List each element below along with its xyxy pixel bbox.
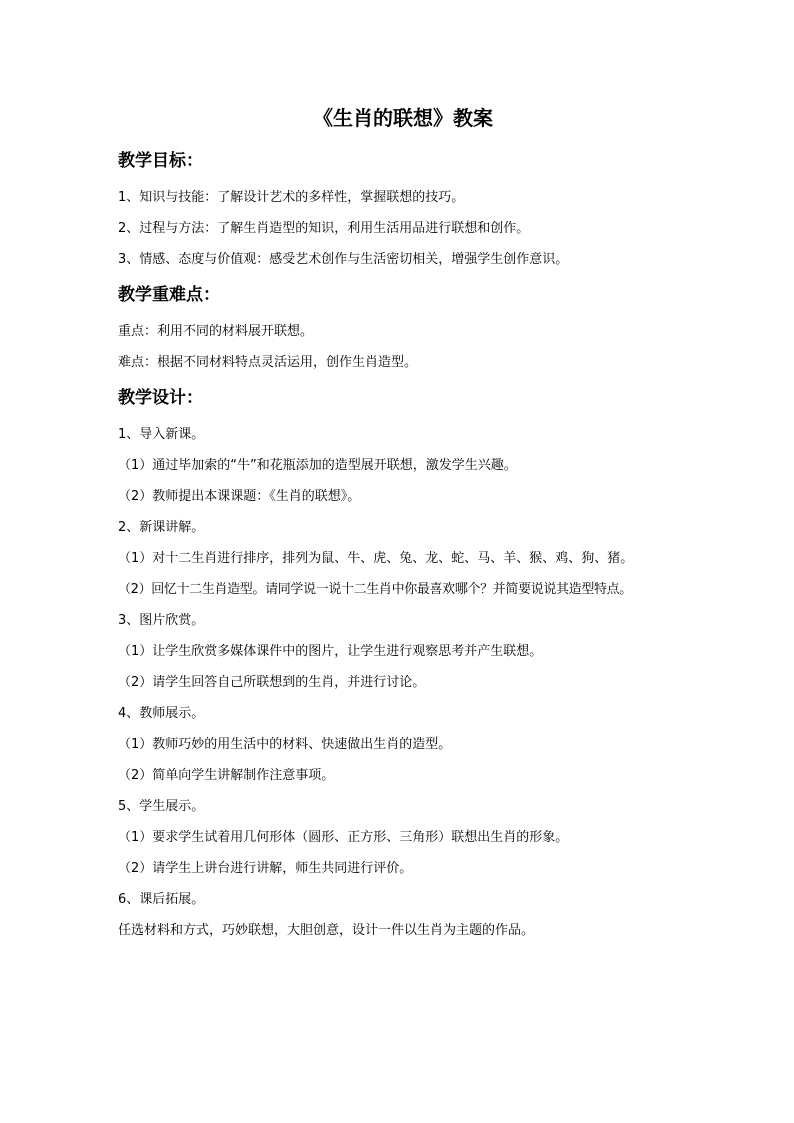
design-item: （1）通过毕加索的“牛”和花瓶添加的造型展开联想，激发学生兴趣。 <box>118 458 517 473</box>
design-item: （2）请学生上讲台进行讲解，师生共同进行评价。 <box>118 861 413 876</box>
objective-item: 3、情感、态度与价值观：感受艺术创作与生活密切相关，增强学生创作意识。 <box>118 252 569 267</box>
design-item: （2）请学生回答自己所联想到的生肖，并进行讨论。 <box>118 675 426 690</box>
design-item: 4、教师展示。 <box>118 706 205 721</box>
design-item: 1、导入新课。 <box>118 427 205 442</box>
key-point-item: 难点：根据不同材料特点灵活运用，创作生肖造型。 <box>118 355 418 370</box>
objective-item: 1、知识与技能：了解设计艺术的多样性，掌握联想的技巧。 <box>118 190 465 205</box>
design-item: 任选材料和方式，巧妙联想，大胆创意，设计一件以生肖为主题的作品。 <box>118 923 535 938</box>
design-item: 3、图片欣赏。 <box>118 613 205 628</box>
section-heading-design: 教学设计： <box>118 388 203 408</box>
design-item: （2）简单向学生讲解制作注意事项。 <box>118 768 335 783</box>
design-item: （1）对十二生肖进行排序，排列为鼠、牛、虎、兔、龙、蛇、马、羊、猴、鸡、狗、猪。 <box>118 551 634 566</box>
key-point-item: 重点：利用不同的材料展开联想。 <box>118 324 314 339</box>
design-item: 6、课后拓展。 <box>118 892 205 907</box>
design-item: （1）教师巧妙的用生活中的材料、快速做出生肖的造型。 <box>118 737 452 752</box>
objective-item: 2、过程与方法：了解生肖造型的知识，利用生活用品进行联想和创作。 <box>118 221 530 236</box>
design-item: （1）要求学生试着用几何形体（圆形、正方形、三角形）联想出生肖的形象。 <box>118 830 569 845</box>
design-item: 2、新课讲解。 <box>118 520 205 535</box>
design-item: （1）让学生欣赏多媒体课件中的图片，让学生进行观察思考并产生联想。 <box>118 644 543 659</box>
section-heading-key-points: 教学重难点： <box>118 285 220 305</box>
lesson-plan-page <box>118 104 688 946</box>
design-item: 5、学生展示。 <box>118 799 205 814</box>
design-item: （2）回忆十二生肖造型。请同学说一说十二生肖中你最喜欢哪个？并简要说说其造型特点。 <box>118 582 632 597</box>
document-title: 《生肖的联想》教案 <box>313 106 493 130</box>
design-item: （2）教师提出本课课题：《生肖的联想》。 <box>118 489 361 504</box>
section-heading-objectives: 教学目标： <box>118 151 203 171</box>
